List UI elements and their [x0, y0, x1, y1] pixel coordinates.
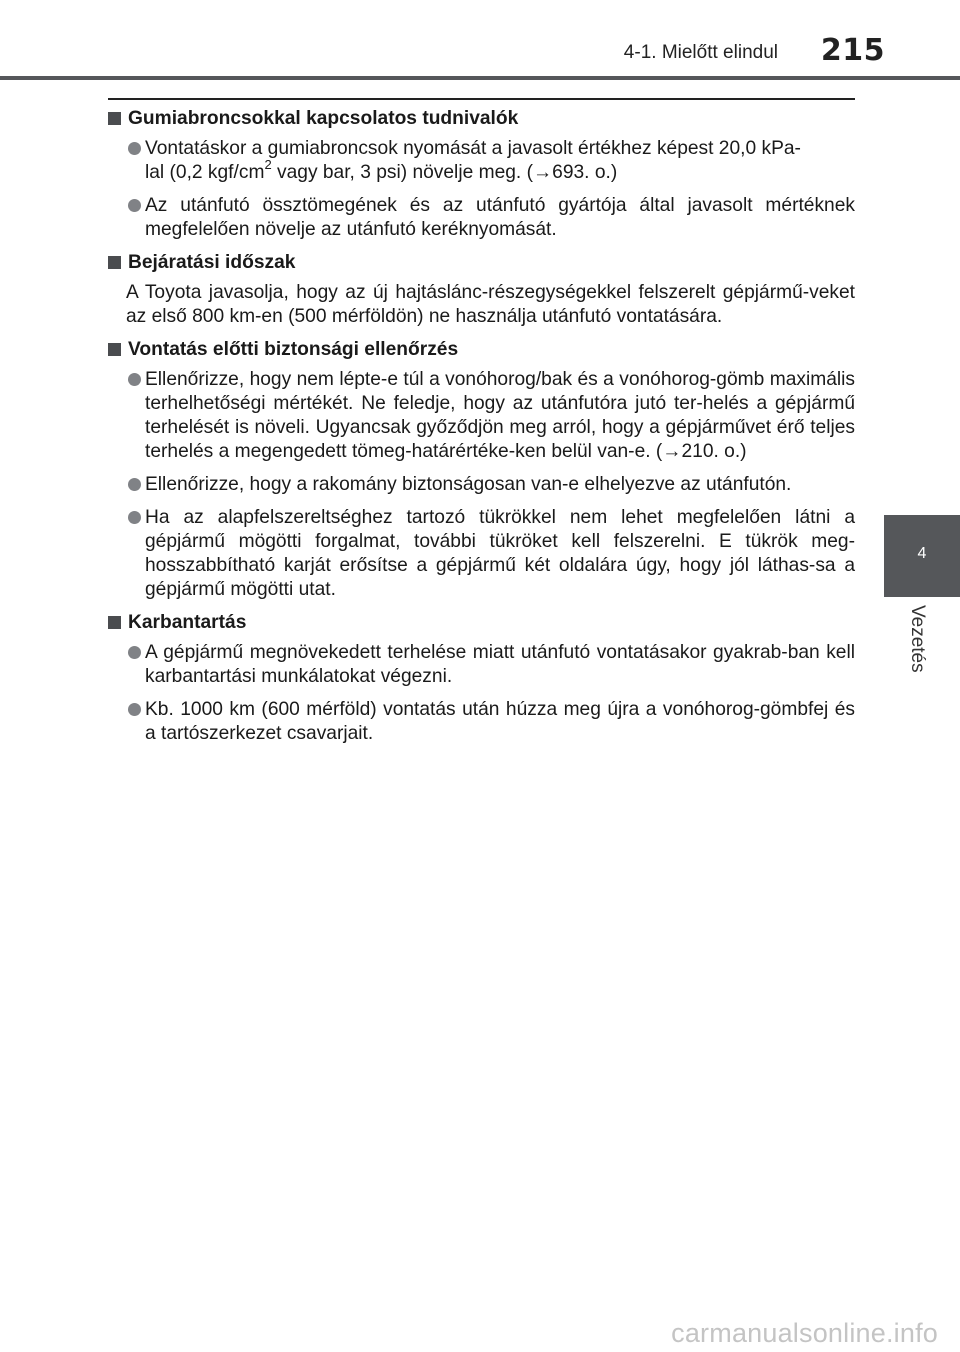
- circle-bullet-icon: [128, 373, 141, 386]
- chapter-number: 4: [917, 545, 927, 562]
- circle-bullet-icon: [128, 142, 141, 155]
- section-heading: Gumiabroncsokkal kapcsolatos tudnivalók: [108, 107, 855, 131]
- square-bullet-icon: [108, 616, 121, 629]
- circle-bullet-icon: [128, 478, 141, 491]
- section-heading: Karbantartás: [108, 611, 855, 635]
- header-section-title: 4-1. Mielőtt elindul: [623, 42, 778, 63]
- square-bullet-icon: [108, 112, 121, 125]
- watermark: carmanualsonline.info: [671, 1318, 938, 1348]
- page-header: [0, 0, 960, 80]
- chapter-label: Vezetés: [907, 605, 928, 673]
- list-item: Kb. 1000 km (600 mérföld) vontatás után húzza meg újra a vonóhorog-gömbfej és a tartószerkezet csavarjait.: [108, 698, 855, 746]
- list-item: A gépjármű megnövekedett terhelése miatt utánfutó vontatásakor gyakrab-ban kell karbantartási munkálatokat végezni.: [108, 641, 855, 689]
- circle-bullet-icon: [128, 199, 141, 212]
- square-bullet-icon: [108, 256, 121, 269]
- content-top-rule: [108, 98, 855, 100]
- chapter-tab: [884, 515, 960, 597]
- list-item: Az utánfutó össztömegének és az utánfutó gyártója által javasolt mértéknek megfelelően növelje az utánfutó keréknyomását.: [108, 194, 855, 242]
- page-content: [108, 107, 855, 755]
- square-bullet-icon: [108, 343, 121, 356]
- circle-bullet-icon: [128, 511, 141, 524]
- list-item: Ellenőrizze, hogy a rakomány biztonságosan van-e elhelyezve az utánfutón.: [108, 473, 855, 497]
- page-number: 215: [820, 33, 885, 68]
- section-heading: Vontatás előtti biztonsági ellenőrzés: [108, 338, 855, 362]
- section-paragraph: A Toyota javasolja, hogy az új hajtáslánc-részegységekkel felszerelt gépjármű-veket az első 800 km-en (500 mérföldön) ne használja utánfutó vontatására.: [126, 282, 855, 327]
- list-item: Ellenőrizze, hogy nem lépte-e túl a vonóhorog/bak és a vonóhorog-gömb maximális terhelhetőségi mértékét. Ne feledje, hogy az utánfutóra jutó ter-helés a gépjármű terhelését is növeli. Ugyancsak győződjön meg arról, hogy a gépjárművet érő teljes terhelés a megengedett tömeg-határértéke-ken belül van-e. (→210. o.): [108, 368, 855, 464]
- list-item: Vontatáskor a gumiabroncsok nyomását a javasolt értékhez képest 20,0 kPa- lal (0,2 kgf/$cm^2$ vagy bar, 3 psi) növelje meg. (→693. o.): [108, 137, 855, 185]
- list-item: Ha az alapfelszereltséghez tartozó tükrökkel nem lehet megfelelően látni a gépjármű mögötti forgalmat, további tükröket kell felszerelni. E tükrök meg-hosszabbítható karját erősítse a gépjármű két oldalára úgy, hogy jól láthas-sa a gépjármű mögötti utat.: [108, 506, 855, 602]
- header-rule: [0, 76, 960, 80]
- circle-bullet-icon: [128, 703, 141, 716]
- section-heading: Bejáratási időszak: [108, 251, 855, 275]
- circle-bullet-icon: [128, 646, 141, 659]
